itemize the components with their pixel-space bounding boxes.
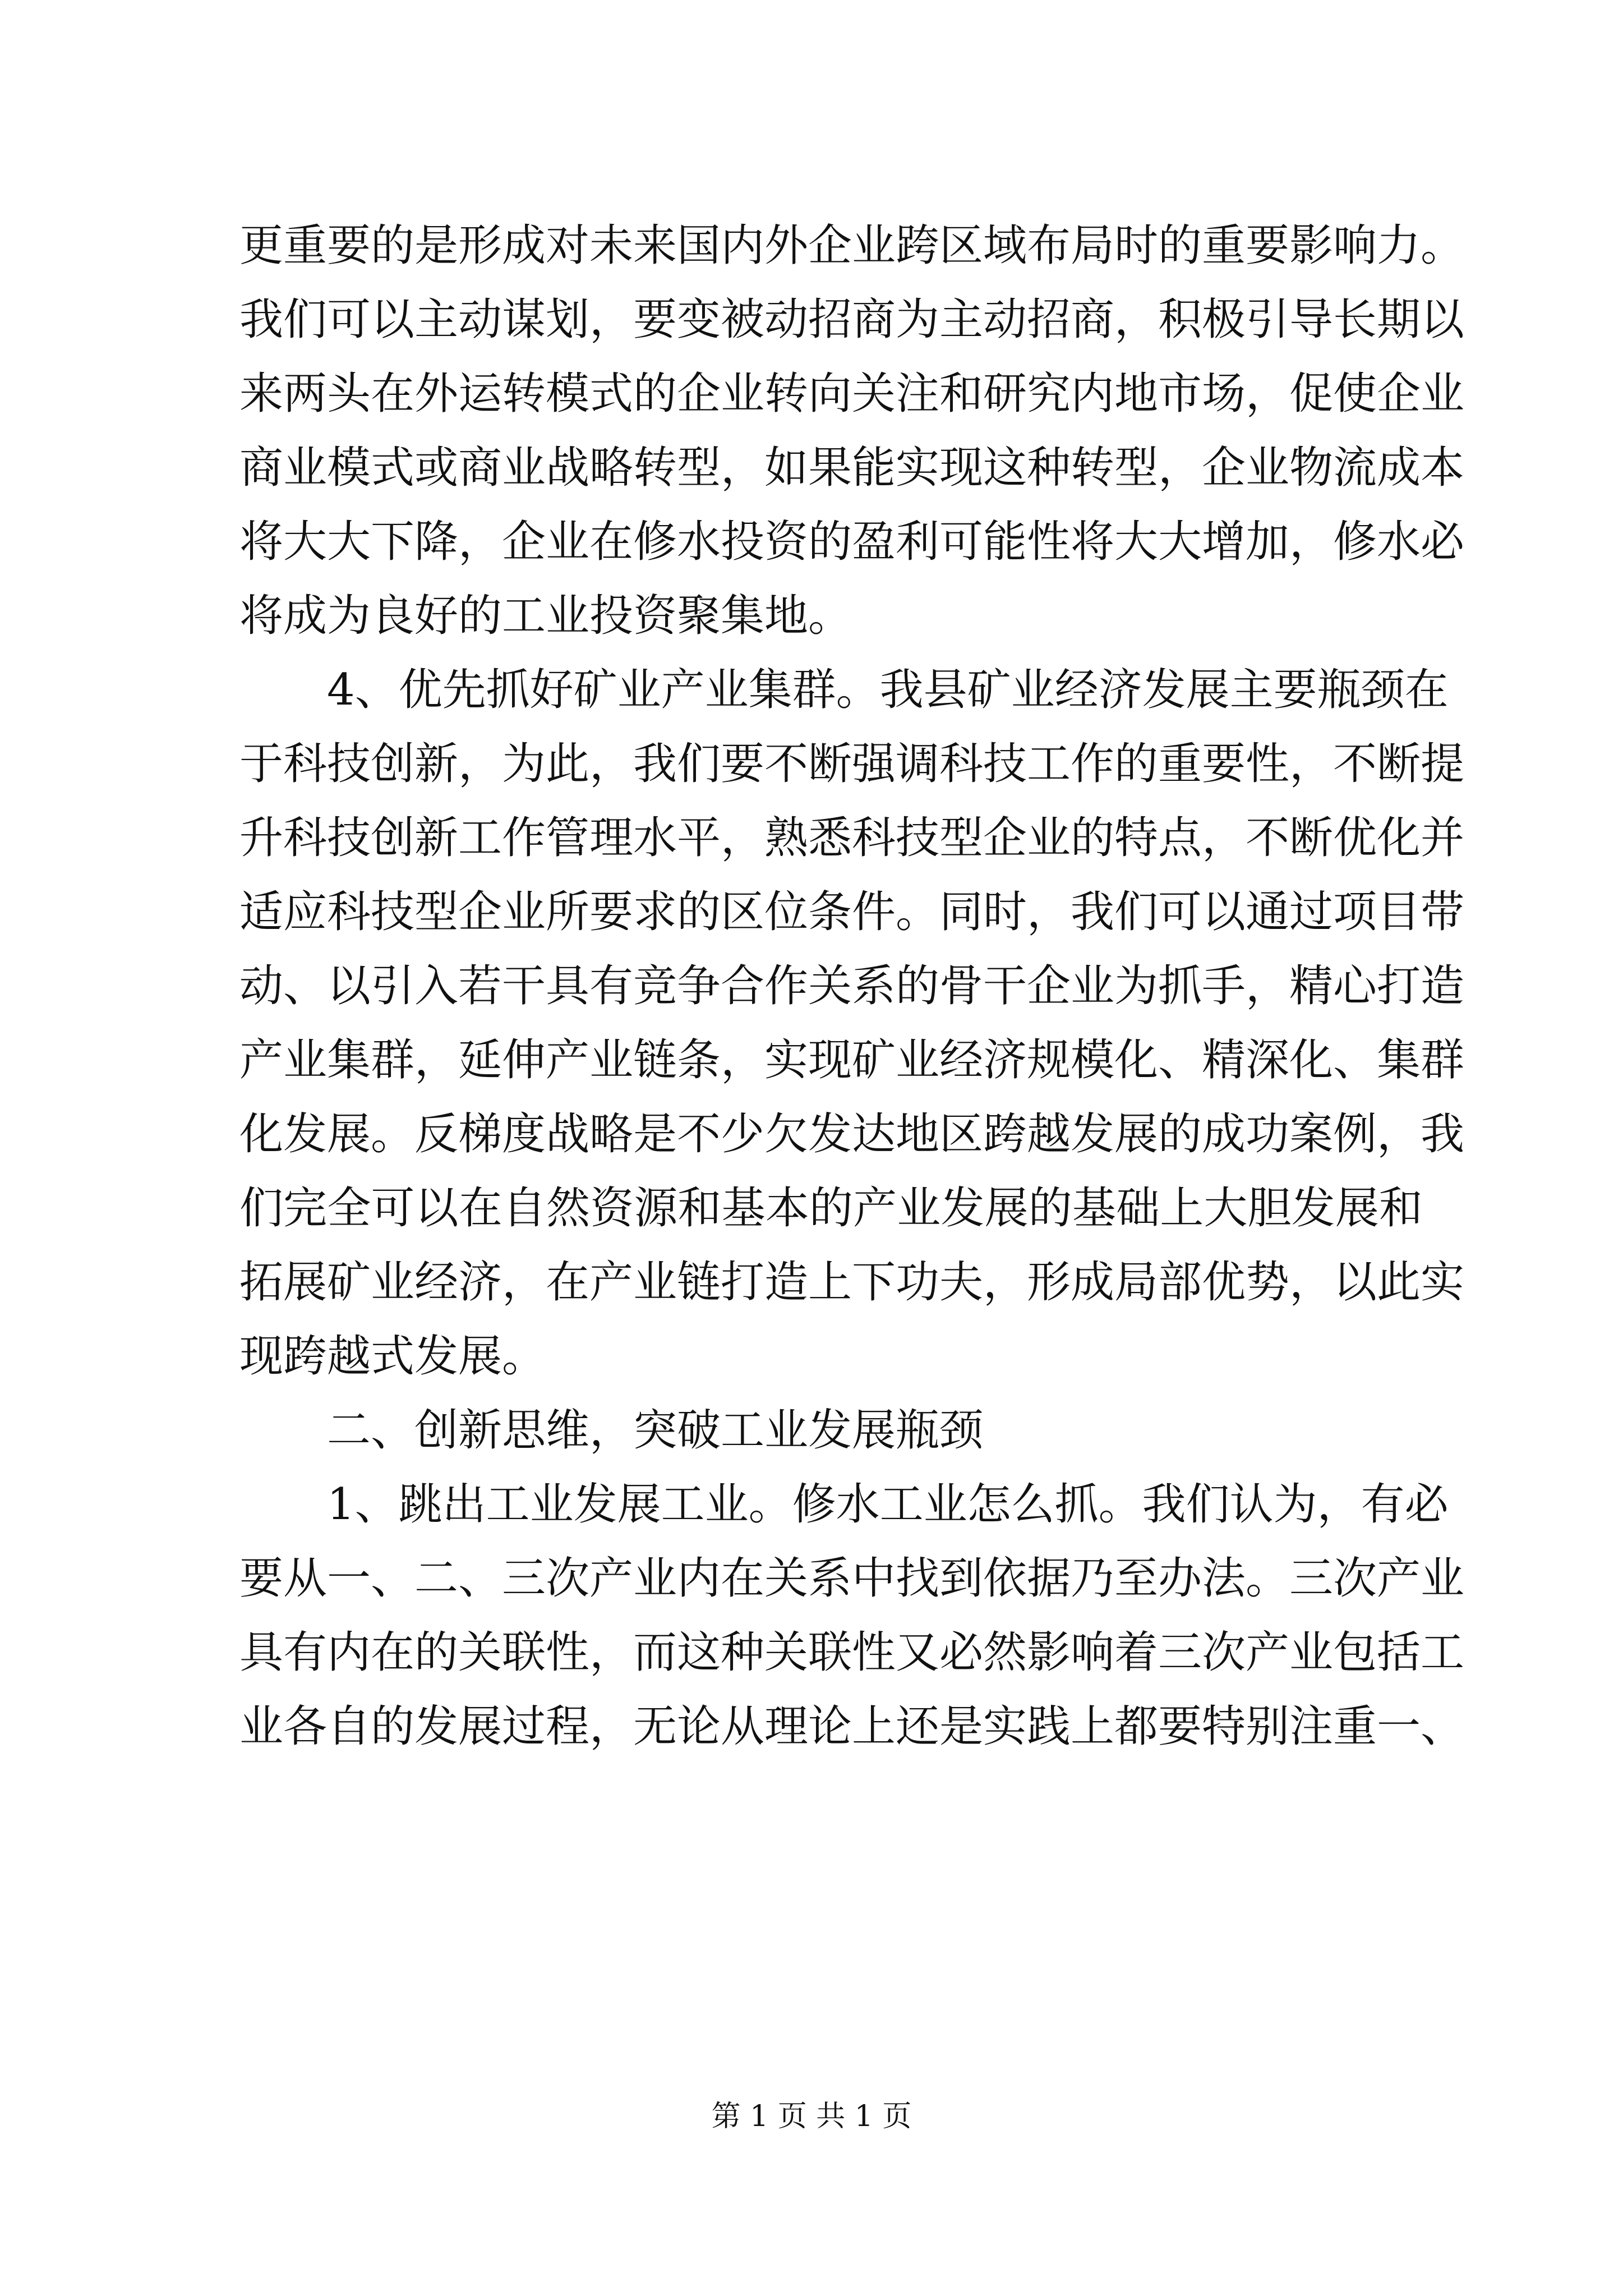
text-line: 于科技创新，为此，我们要不断强调科技工作的重要性，不断提 — [239, 739, 1465, 789]
text-line: 更重要的是形成对未来国内外企业跨区域布局时的重要影响力。 — [239, 220, 1465, 271]
text-line: 们完全可以在自然资源和基本的产业发展的基础上大胆发展和 — [239, 1183, 1423, 1234]
text-line: 动、以引入若干具有竞争合作关系的骨干企业为抓手，精心打造 — [239, 961, 1465, 1011]
text-line: 现跨越式发展。 — [239, 1331, 546, 1382]
text-line: 升科技创新工作管理水平，熟悉科技型企业的特点，不断优化并 — [239, 813, 1465, 863]
section-heading: 二、创新思维，突破工业发展瓶颈 — [327, 1405, 984, 1456]
text-line: 适应科技型企业所要求的区位条件。同时，我们可以通过项目带 — [239, 887, 1465, 937]
text-line: 化发展。反梯度战略是不少欠发达地区跨越发展的成功案例，我 — [239, 1109, 1465, 1159]
text-line: 拓展矿业经济，在产业链打造上下功夫，形成局部优势，以此实 — [239, 1257, 1465, 1308]
text-line: 业各自的发展过程，无论从理论上还是实践上都要特别注重一、 — [239, 1701, 1465, 1752]
text-line: 具有内在的关联性，而这种关联性又必然影响着三次产业包括工 — [239, 1627, 1465, 1678]
page-footer: 第 1 页 共 1 页 — [711, 2100, 912, 2133]
document-body — [239, 209, 1465, 1764]
text-line: 将大大下降，企业在修水投资的盈利可能性将大大增加，修水必 — [239, 517, 1465, 567]
text-line: 商业模式或商业战略转型，如果能实现这种转型，企业物流成本 — [239, 443, 1465, 493]
text-line: 产业集群，延伸产业链条，实现矿业经济规模化、精深化、集群 — [239, 1035, 1465, 1085]
text-line: 来两头在外运转模式的企业转向关注和研究内地市场，促使企业 — [239, 369, 1465, 419]
paragraph-first-line: 1、跳出工业发展工业。修水工业怎么抓。我们认为，有必 — [327, 1479, 1449, 1530]
text-line: 我们可以主动谋划，要变被动招商为主动招商，积极引导长期以 — [239, 295, 1465, 345]
text-line: 要从一、二、三次产业内在关系中找到依据乃至办法。三次产业 — [239, 1553, 1465, 1604]
paragraph-first-line: 4、优先抓好矿业产业集群。我县矿业经济发展主要瓶颈在 — [327, 665, 1449, 715]
text-line: 将成为良好的工业投资聚集地。 — [239, 591, 852, 641]
